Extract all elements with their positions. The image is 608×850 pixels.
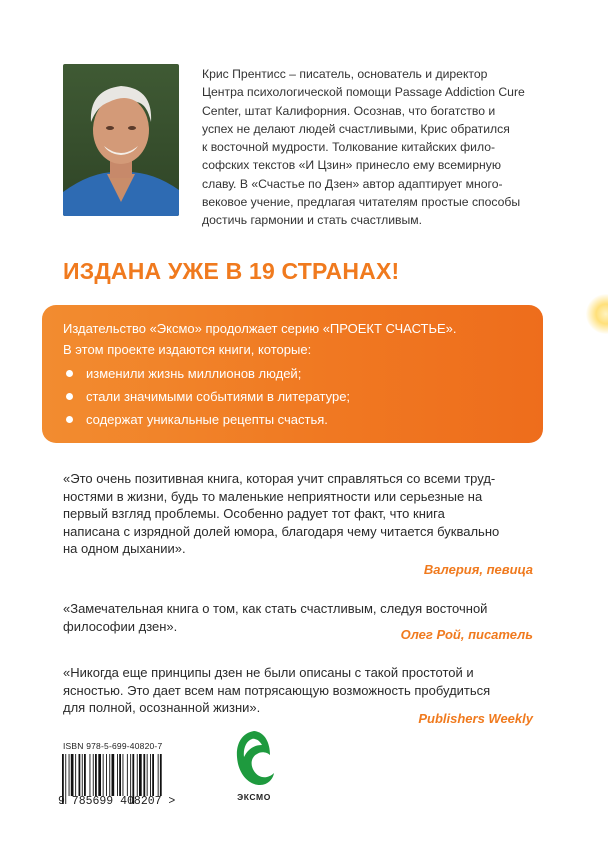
promo-line: Издательство «Эксмо» продолжает серию «ПРОЕКТ СЧАСТЬЕ». [63,321,457,336]
bio-line: успех не делают людей счастливыми, Крис обратился [202,121,510,136]
promo-list-item [63,362,525,385]
headline: ИЗДАНА УЖЕ В 19 СТРАНАХ! [63,258,400,284]
bio-line: софских текстов «И Цзин» принесло ему всемирную [202,158,501,173]
quote-line: «Замечательная книга о том, как стать счастливым, следуя восточной [63,601,488,616]
bullet-icon [66,370,73,377]
bullet-icon [66,416,73,423]
promo-item-text: содержат уникальные рецепты счастья. [86,412,328,427]
isbn-label: ISBN 978-5-699-40820-7 [63,741,163,751]
promo-list-item [63,385,525,408]
review-quote [63,470,543,558]
quote-line: «Это очень позитивная книга, которая учит справляться со всеми труд- [63,471,496,486]
review-author: Publishers Weekly [418,711,533,726]
quote-line: для полной, осознанной жизни». [63,700,261,716]
promo-item-text: изменили жизнь миллионов людей; [86,366,302,381]
eksmo-logo-icon [232,727,276,791]
quote-line: философии дзен». [63,618,178,634]
review-author: Олег Рой, писатель [400,627,533,642]
quote-line: «Никогда еще принципы дзен не были описаны с такой простотой и [63,665,474,680]
quote-line: ясностью. Это дает всем нам потрясающую возможность пробудиться [63,682,491,698]
publisher-name: ЭКСМО [237,792,271,802]
promo-list [63,362,525,431]
bio-line: достичь гармонии и стать счастливым. [202,213,423,228]
promo-item-text: стали значимыми событиями в литературе; [86,389,351,404]
bio-line: Center, штат Калифорния. Осознав, что богатство и [202,103,496,118]
author-bio [202,65,532,230]
review-quote [63,664,543,717]
bio-line: Центра психологической помощи Passage Addiction Cure [202,85,525,100]
quote-line: написана с изрядной долей юмора, благодаря чему читается буквально [63,523,500,539]
author-photo [63,64,179,216]
bio-line: славу. В «Счастье по Дзен» автор адаптирует много- [202,176,503,191]
series-promo-box [42,305,543,443]
quote-line: на одном дыхании». [63,541,186,557]
author-portrait-icon [63,64,179,216]
promo-list-item [63,408,525,431]
bullet-icon [66,393,73,400]
bio-line: вековое учение, предлагая читателям простые способы [202,195,521,210]
quote-line: первый взгляд проблемы. Особенно радует тот факт, что книга [63,506,445,522]
barcode-digits: 9 785699 408207 > [58,795,176,808]
sun-decoration [586,294,608,334]
bio-line: Крис Прентисс – писатель, основатель и директор [202,67,488,81]
bio-line: к восточной мудрости. Толкование китайских фило- [202,140,496,155]
quote-line: ностями в жизни, будь то маленькие неприятности или серьезные на [63,488,483,504]
promo-line: В этом проекте издаются книги, которые: [63,342,312,357]
review-author: Валерия, певица [423,562,533,577]
